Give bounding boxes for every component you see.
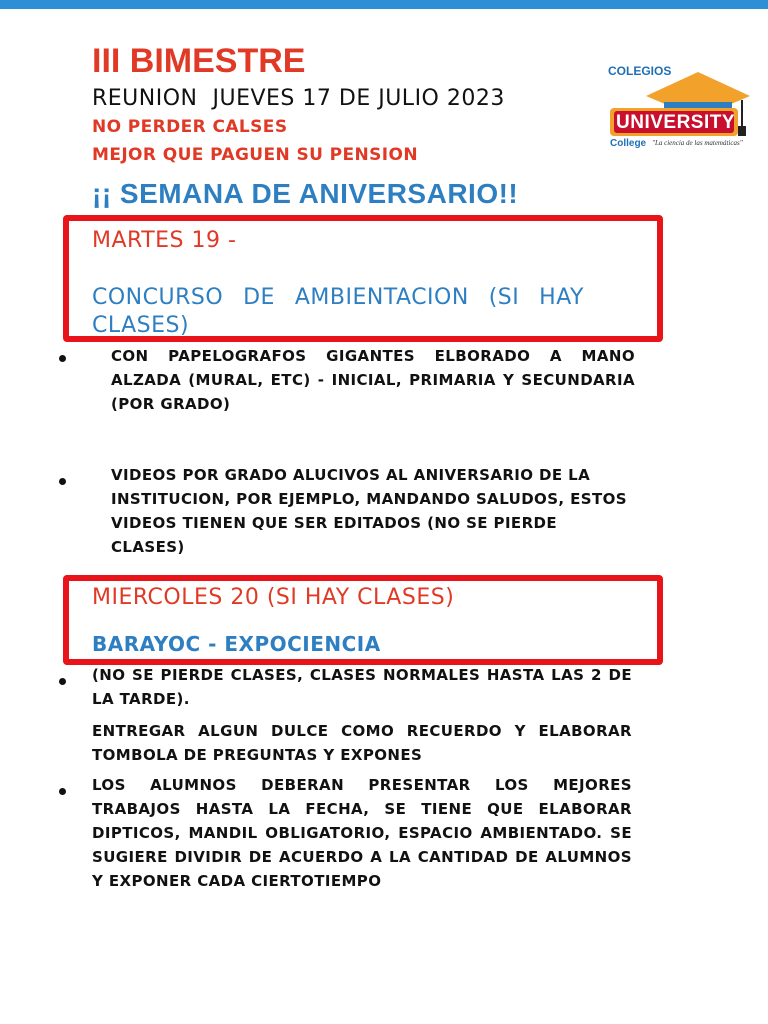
logo-main-text: UNIVERSITY bbox=[616, 112, 736, 133]
bullet bbox=[59, 678, 66, 685]
note-pension: MEJOR QUE PAGUEN SU PENSION bbox=[92, 145, 418, 165]
bullet bbox=[59, 355, 66, 362]
meeting-date: REUNION JUEVES 17 DE JULIO 2023 bbox=[92, 86, 505, 111]
tuesday-day: MARTES 19 - bbox=[92, 228, 237, 253]
bullet bbox=[59, 788, 66, 795]
logo-sub-text: College bbox=[610, 138, 647, 149]
logo-top-text: COLEGIOS bbox=[608, 64, 672, 78]
anniversary-week-title: ¡¡ SEMANA DE ANIVERSARIO!! bbox=[92, 178, 519, 209]
tuesday-heading-text: CONCURSO DE AMBIENTACION (SI HAY CLASES) bbox=[92, 285, 584, 338]
tuesday-heading bbox=[92, 284, 584, 340]
tuesday-item-1: CON PAPELOGRAFOS GIGANTES ELBORADO A MANO ALZADA (MURAL, ETC) - INICIAL, PRIMARIA Y SECUNDARIA (POR GRADO) bbox=[111, 347, 635, 413]
wednesday-note: ENTREGAR ALGUN DULCE COMO RECUERDO Y ELABORAR TOMBOLA DE PREGUNTAS Y EXPONES bbox=[92, 722, 632, 764]
bullet bbox=[59, 478, 66, 485]
school-logo bbox=[606, 60, 756, 156]
tuesday-item-2: VIDEOS POR GRADO ALUCIVOS AL ANIVERSARIO DE LA INSTITUCION, POR EJEMPLO, MANDANDO SALUDOS, ESTOS VIDEOS TIENEN QUE SER EDITADOS (NO SE PIERDE CLASES) bbox=[111, 466, 627, 556]
logo-tagline: "La ciencia de las matemáticas" bbox=[652, 139, 743, 147]
wednesday-heading: BARAYOC - EXPOCIENCIA bbox=[92, 632, 381, 656]
note-no-perder-clases: NO PERDER CALSES bbox=[92, 117, 288, 137]
wednesday-item-2: LOS ALUMNOS DEBERAN PRESENTAR LOS MEJORES TRABAJOS HASTA LA FECHA, SE TIENE QUE ELABORAR DIPTICOS, MANDIL OBLIGATORIO, ESPACIO AMBIENTADO. SE SUGIERE DIVIDIR DE ACUERDO A LA CANTIDAD DE ALUMNOS Y EXPONER CADA CIERTOTIEMPO bbox=[92, 776, 632, 890]
wednesday-day: MIERCOLES 20 (SI HAY CLASES) bbox=[92, 585, 455, 610]
top-accent-bar bbox=[0, 0, 768, 9]
wednesday-item-1: (NO SE PIERDE CLASES, CLASES NORMALES HASTA LAS 2 DE LA TARDE). bbox=[92, 666, 632, 708]
page-title: III BIMESTRE bbox=[92, 42, 306, 80]
